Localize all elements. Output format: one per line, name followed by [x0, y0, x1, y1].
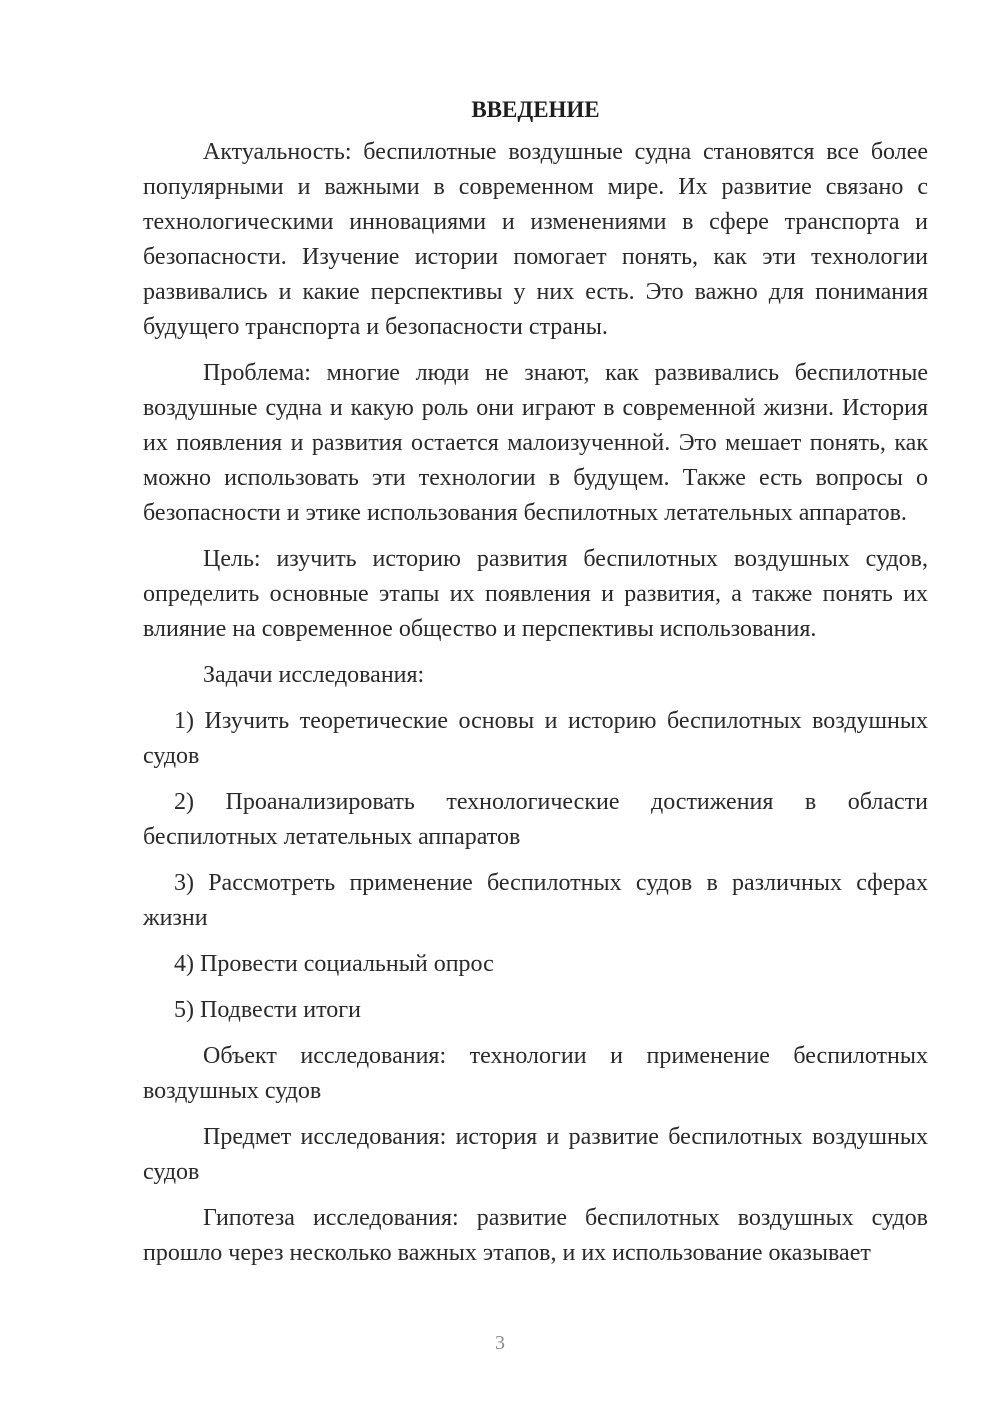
task-item-1: 1) Изучить теоретические основы и историю беспилотных воздушных судов	[143, 708, 928, 769]
task-item-3: 3) Рассмотреть применение беспилотных судов в различных сферах жизни	[143, 870, 928, 931]
subject-paragraph: Предмет исследования: история и развитие беспилотных воздушных судов	[143, 1124, 928, 1185]
tasks-heading: Задачи исследования:	[203, 662, 425, 688]
problem-paragraph: Проблема: многие люди не знают, как развивались беспилотные воздушные судна и какую роль они играют в современной жизни. История их появления и развития остается малоизученной. Это мешает понять, как можно использовать эти технологии в будущем. Также есть вопросы о безопасности и этике использования беспилотных летательных аппаратов.	[143, 360, 928, 526]
page-content	[143, 95, 928, 1282]
task-item-5: 5) Подвести итоги	[174, 997, 361, 1023]
task-item-4: 4) Провести социальный опрос	[174, 951, 494, 977]
section-title: ВВЕДЕНИЕ	[471, 97, 600, 122]
goal-paragraph: Цель: изучить историю развития беспилотных воздушных судов, определить основные этапы их появления и развития, а также понять их влияние на современное общество и перспективы использования.	[143, 546, 928, 642]
page-number: 3	[495, 1332, 505, 1354]
task-item-2: 2) Проанализировать технологические достижения в области беспилотных летательных аппаратов	[143, 789, 928, 850]
relevance-paragraph: Актуальность: беспилотные воздушные судна становятся все более популярными и важными в современном мире. Их развитие связано с технологическими инновациями и изменениями в сфере транспорта и безопасности. Изучение истории помогает понять, как эти технологии развивались и какие перспективы у них есть. Это важно для понимания будущего транспорта и безопасности страны.	[143, 139, 928, 340]
hypothesis-paragraph: Гипотеза исследования: развитие беспилотных воздушных судов прошло через несколько важных этапов, и их использование оказывает	[143, 1205, 928, 1266]
object-paragraph: Объект исследования: технологии и применение беспилотных воздушных судов	[143, 1043, 928, 1104]
